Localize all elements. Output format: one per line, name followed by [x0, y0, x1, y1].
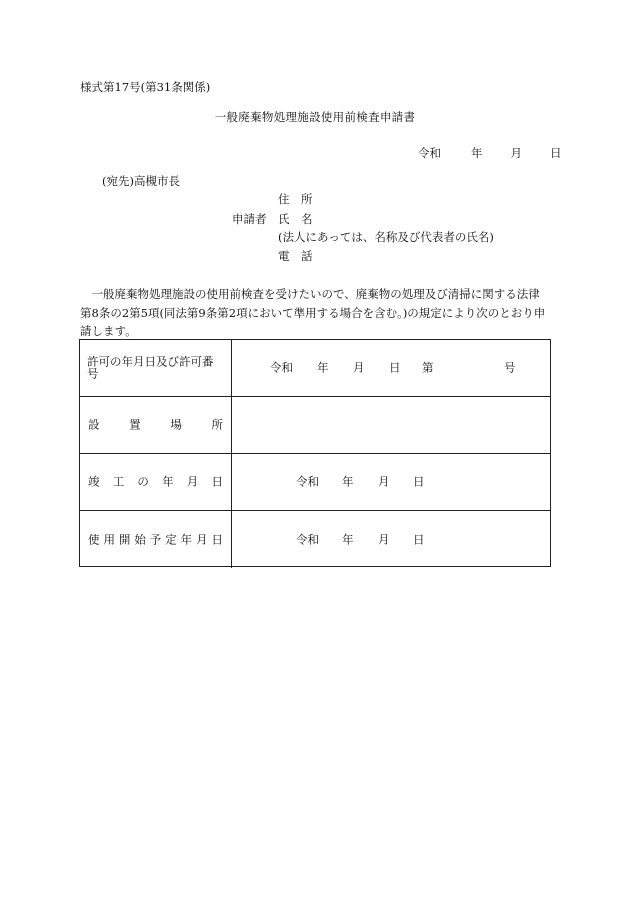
- applicant-label: 申請者: [232, 212, 267, 226]
- corporation-note: (法人にあっては、名称及び代表者の氏名): [278, 230, 494, 244]
- location-label: [88, 419, 223, 431]
- application-table: [79, 339, 551, 567]
- permit-era: 令和: [270, 360, 293, 375]
- table-row-permit: [80, 340, 550, 397]
- date-year: 年: [471, 146, 483, 160]
- label-char: 月: [196, 531, 208, 546]
- body-line: 一般廃棄物処理施設の使用前検査を受けたいので、廃棄物の処理及び清掃に関する法律: [80, 287, 540, 301]
- start-use-label-cell: [80, 511, 232, 568]
- date-era: 令和: [418, 146, 441, 160]
- table-row-start-use: [80, 511, 550, 568]
- date-month: 月: [510, 146, 522, 160]
- label-char: 場: [170, 417, 182, 432]
- permit-label-cell: [80, 340, 232, 396]
- label-char: 定: [165, 531, 177, 546]
- form-number: 様式第17号(第31条関係): [80, 80, 211, 94]
- date-day: 日: [550, 146, 562, 160]
- permit-label: 許可の年月日及び許可番号: [87, 354, 214, 380]
- location-label-cell: [80, 397, 232, 453]
- completion-day: 日: [413, 474, 425, 489]
- label-char: 年: [162, 474, 174, 489]
- body-line: 請します。: [80, 324, 137, 338]
- body-line: 第8条の2第5項(同法第9条第2項において準用する場合を含む。)の規定により次のとおり申: [80, 305, 546, 320]
- permit-month: 月: [353, 360, 365, 375]
- document-title: 一般廃棄物処理施設使用前検査申請書: [214, 110, 416, 124]
- addressee: (宛先)高槻市長: [102, 174, 180, 188]
- permit-year: 年: [317, 360, 329, 375]
- phone-label: 電 話: [278, 249, 313, 263]
- label-char: の: [137, 474, 149, 489]
- label-char: 日: [211, 474, 223, 489]
- label-char: 竣: [88, 474, 100, 489]
- label-char: 開: [118, 531, 131, 546]
- application-date: [418, 148, 562, 160]
- label-char: 日: [211, 531, 223, 546]
- address-label: 住 所: [278, 192, 313, 206]
- completion-era: 令和: [296, 474, 319, 489]
- completion-label: [88, 476, 223, 488]
- label-char: 始: [134, 531, 146, 546]
- completion-month: 月: [378, 474, 390, 489]
- label-char: 所: [211, 417, 223, 432]
- name-label: 氏 名: [278, 212, 313, 226]
- start-use-month: 月: [378, 531, 390, 546]
- label-char: 置: [129, 417, 141, 432]
- label-char: 設: [88, 417, 100, 432]
- completion-year: 年: [342, 474, 354, 489]
- table-row-location: [80, 397, 550, 454]
- start-use-label: [88, 531, 223, 546]
- start-use-day: 日: [413, 531, 425, 546]
- label-char: 予: [149, 531, 162, 546]
- permit-dai: 第: [422, 360, 434, 375]
- start-use-era: 令和: [296, 531, 319, 546]
- table-row-completion: [80, 454, 550, 511]
- label-char: 月: [186, 474, 199, 489]
- label-char: 使: [88, 531, 100, 546]
- label-char: 用: [103, 531, 115, 546]
- body-paragraph: [80, 285, 552, 341]
- start-use-year: 年: [342, 531, 354, 546]
- label-char: 工: [112, 474, 125, 489]
- permit-go: 号: [504, 360, 516, 375]
- label-char: 年: [180, 531, 193, 546]
- permit-day: 日: [389, 360, 401, 375]
- completion-label-cell: [80, 454, 232, 510]
